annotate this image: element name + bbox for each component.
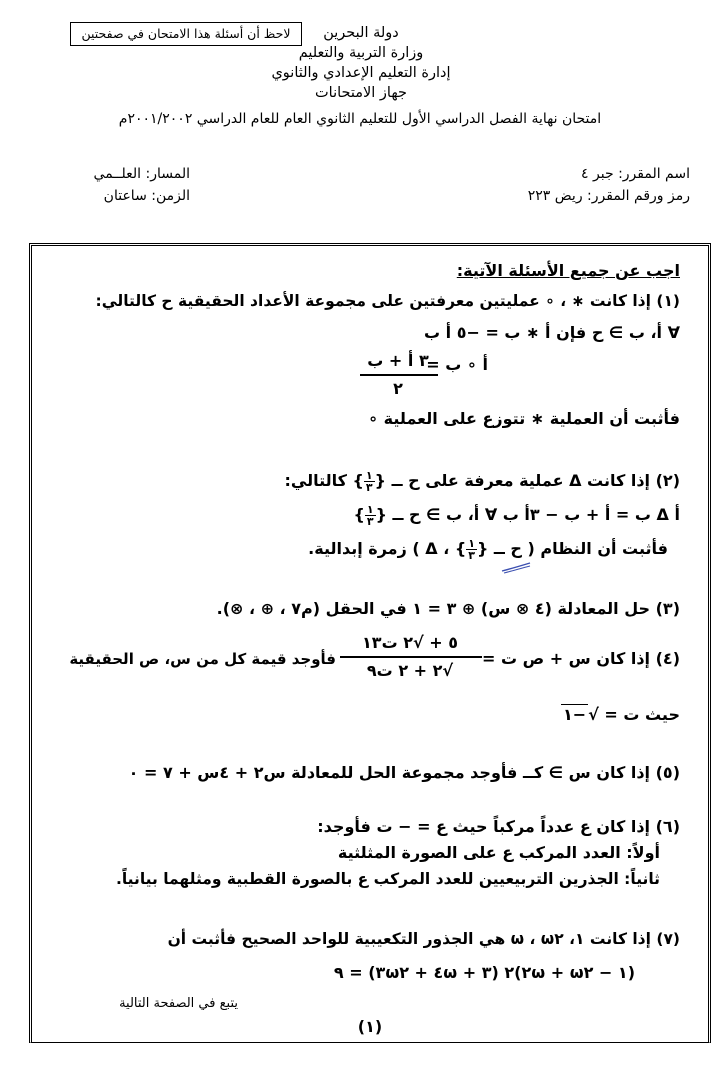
q4-radicand: −١ xyxy=(562,705,587,724)
q2-line1 xyxy=(180,470,680,493)
q2-line3-start: فأثبت أن النظام ( ح ــ { xyxy=(476,539,668,558)
q1-fraction-bar xyxy=(360,374,438,376)
track: المسار: العلــمي xyxy=(93,166,190,182)
q2-line2 xyxy=(180,504,680,527)
course-name: اسم المقرر: جبر ٤ xyxy=(581,166,690,182)
q4-fraction-bar xyxy=(340,656,482,658)
department-name: جهاز الامتحانات xyxy=(315,85,407,101)
q2-frac-num-3: ١ xyxy=(468,537,475,550)
q4-denominator: √٢ + ٢ ت٩ xyxy=(366,661,454,680)
q7-line2: (١ − ٢ω + ω٢)٢ (٣ + ٤ω + ٣ω٢) = ٩ xyxy=(333,963,635,982)
q4-prefix: (٤) إذا كان س + ص ت = xyxy=(481,649,680,668)
page-number: (١) xyxy=(357,1017,383,1036)
q1-line3-lhs: أ ∘ ب = xyxy=(426,355,488,374)
ministry-name: وزارة التربية والتعليم xyxy=(298,45,424,61)
q2-line3 xyxy=(168,538,668,561)
q7-line1: (٧) إذا كانت ١، ω ، ω٢ هي الجذور التكعيبية للواحد الصحيح فأثبت أن xyxy=(167,930,680,948)
q2-line1-start: (٢) إذا كانت Δ عملية معرفة على ح ــ { xyxy=(374,471,680,490)
q4-line2-start: حيث ت = √ xyxy=(588,705,680,724)
q2-fraction-one-third-3 xyxy=(466,538,477,561)
q2-frac-den-2: ٣ xyxy=(366,515,374,528)
q4-line2 xyxy=(460,704,680,726)
q5-line1: (٥) إذا كان س ∋ كــ فأوجد مجموعة الحل للمعادلة س٢ + ٤س + ٧ = ٠ xyxy=(128,763,680,782)
q2-frac-num-2: ١ xyxy=(366,503,374,516)
exam-title: امتحان نهاية الفصل الدراسي الأول للتعليم الثانوي العام للعام الدراسي ٢٠٠١/٢٠٠٢م xyxy=(118,111,602,127)
course-code: رمز ورقم المقرر: ريض ٢٢٣ xyxy=(527,188,690,204)
q2-line3-end: } ، Δ ) زمرة إبدالية. xyxy=(308,539,467,558)
q2-line1-end: } كالتالي: xyxy=(284,471,364,490)
country-name: دولة البحرين xyxy=(323,25,399,41)
q2-line2-end: } xyxy=(353,505,365,524)
two-pages-notice: لاحظ أن أسئلة هذا الامتحان في صفحتين xyxy=(70,22,302,46)
directorate-name: إدارة التعليم الإعدادي والثانوي xyxy=(271,65,451,81)
q2-fraction-one-third-2 xyxy=(365,504,376,527)
q2-frac-den: ٣ xyxy=(365,481,373,494)
q1-line1: (١) إذا كانت ∗ ، ∘ عمليتين معرفتين على مجموعة الأعداد الحقيقية ح كالتالي: xyxy=(95,292,680,310)
duration: الزمن: ساعتان xyxy=(103,188,190,204)
q1-line4: فأثبت أن العملية ∗ تتوزع على العملية ∘ xyxy=(368,409,680,428)
q4-suffix: فأوجد قيمة كل من س، ص الحقيقية xyxy=(69,650,336,668)
q1-line2: ∀ أ، ب ∋ ح فإن أ ∗ ب = −٥ أ ب xyxy=(424,323,680,342)
q4-numerator: ٥ + √٢ ت١٣ xyxy=(362,633,458,652)
q2-frac-num: ١ xyxy=(365,469,373,482)
q3-line1: (٣) حل المعادلة (٤ ⊗ س) ⊕ ٣ = ١ في الحقل (م٧ ، ⊕ ، ⊗). xyxy=(216,599,680,618)
q6-line3: ثانياً: الجذرين التربيعيين للعدد المركب ع بالصورة القطبية ومثلهما بيانياً. xyxy=(115,870,660,888)
instructions: اجب عن جميع الأسئلة الآتية: xyxy=(456,261,680,280)
q6-line1: (٦) إذا كان ع عدداً مركباً حيث ع = − ت فأوجد: xyxy=(317,817,680,836)
q1-fraction-numerator: ٣ أ + ب xyxy=(367,351,429,370)
q2-line2-start: أ Δ ب = أ + ب − ٣أ ب ∀ أ، ب ∋ ح ــ { xyxy=(375,505,680,524)
q6-line2: أولاً: العدد المركب ع على الصورة المثلثية xyxy=(337,843,660,862)
q2-fraction-one-third xyxy=(364,470,375,493)
q1-fraction-denominator: ٢ xyxy=(393,379,403,398)
continued-note: يتبع في الصفحة التالية xyxy=(119,996,238,1011)
q2-frac-den-3: ٣ xyxy=(468,549,475,562)
pencil-mark-icon xyxy=(500,560,532,574)
